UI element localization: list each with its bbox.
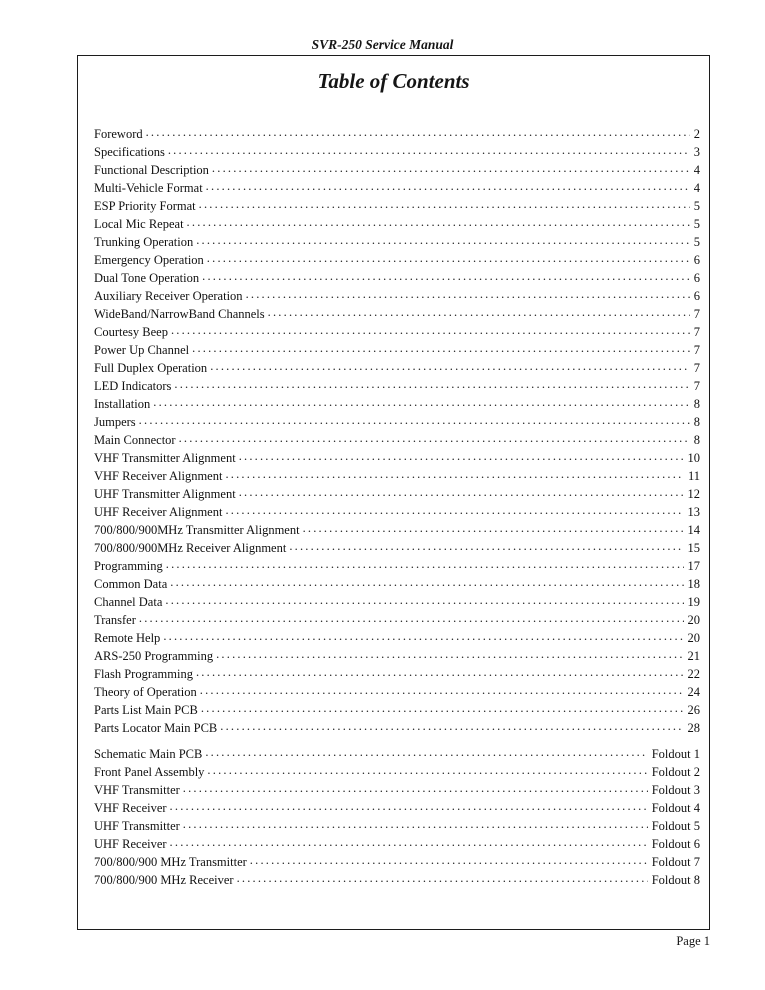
toc-entry-leader [170,803,648,817]
toc-entry-leader [183,785,648,799]
toc-entry-page: 7 [693,361,700,375]
toc-entry [94,745,700,763]
toc-entry-leader [239,453,684,467]
toc-entry-page: 10 [687,451,700,465]
toc-main-list [78,125,709,737]
toc-entry [94,557,700,575]
toc-entry-label: Channel Data [94,595,163,609]
toc-entry-label: Power Up Channel [94,343,190,357]
toc-entry-label: Parts Locator Main PCB [94,721,218,735]
toc-entry-page: 7 [693,307,700,321]
toc-entry [94,341,700,359]
toc-entry [94,835,700,853]
toc-entry-page: Foldout 1 [651,747,700,761]
page-title: Table of Contents [317,69,470,93]
toc-entry-leader [192,345,690,359]
toc-entry-label: 700/800/900 MHz Transmitter [94,855,247,869]
toc-entry-label: Auxiliary Receiver Operation [94,289,243,303]
toc-entry-page: 7 [693,343,700,357]
toc-entry-leader [170,579,683,593]
toc-entry-label: Programming [94,559,163,573]
toc-entry-leader [250,857,648,871]
toc-entry [94,269,700,287]
toc-entry [94,395,700,413]
toc-entry-leader [200,687,684,701]
toc-entry-label: Parts List Main PCB [94,703,198,717]
toc-entry [94,763,700,781]
toc-entry [94,377,700,395]
toc-entry [94,161,700,179]
toc-entry-label: UHF Transmitter Alignment [94,487,236,501]
toc-entry-label: VHF Receiver Alignment [94,469,223,483]
toc-entry-label: Trunking Operation [94,235,194,249]
toc-entry-page: 8 [693,397,700,411]
toc-entry-label: Front Panel Assembly [94,765,205,779]
content-border-box [77,55,710,930]
toc-entry-label: 700/800/900 MHz Receiver [94,873,234,887]
toc-entry-label: UHF Transmitter [94,819,180,833]
toc-entry [94,629,700,647]
toc-entry-label: Foreword [94,127,143,141]
toc-entry-leader [166,561,684,575]
toc-entry-leader [239,489,684,503]
toc-entry-label: Full Duplex Operation [94,361,208,375]
toc-entry [94,719,700,737]
toc-entry-leader [246,291,690,305]
toc-entry-label: Jumpers [94,415,136,429]
toc-entry [94,853,700,871]
toc-foldout-list [78,745,709,889]
toc-entry-page: 13 [687,505,700,519]
toc-entry-label: Schematic Main PCB [94,747,203,761]
toc-entry-leader [199,201,690,215]
toc-entry [94,593,700,611]
toc-entry [94,305,700,323]
toc-entry-label: 700/800/900MHz Receiver Alignment [94,541,287,555]
toc-entry-page: 7 [693,325,700,339]
toc-entry-page: 6 [693,253,700,267]
toc-entry-label: Installation [94,397,151,411]
toc-entry-leader [201,705,684,719]
toc-entry-label: VHF Transmitter Alignment [94,451,236,465]
toc-entry-label: Remote Help [94,631,161,645]
toc-entry [94,647,700,665]
toc-entry [94,665,700,683]
toc-entry-leader [139,615,684,629]
toc-entry [94,143,700,161]
toc-entry-leader [220,723,683,737]
toc-entry-leader [153,399,690,413]
toc-entry-page: 3 [693,145,700,159]
toc-entry-leader [207,767,647,781]
toc-entry-leader [174,381,689,395]
toc-entry-label: Common Data [94,577,168,591]
toc-entry-label: Courtesy Beep [94,325,168,339]
toc-entry-page: 20 [687,631,700,645]
toc-entry-label: Flash Programming [94,667,193,681]
toc-entry-label: Theory of Operation [94,685,197,699]
toc-entry-label: UHF Receiver Alignment [94,505,223,519]
toc-entry-label: Specifications [94,145,165,159]
toc-entry-leader [183,821,648,835]
toc-entry-page: 26 [687,703,700,717]
toc-entry-leader [237,875,648,889]
toc-entry-label: Emergency Operation [94,253,204,267]
toc-entry-leader [210,363,690,377]
toc-entry-leader [289,543,683,557]
toc-entry [94,287,700,305]
toc-entry-page: Foldout 5 [651,819,700,833]
toc-entry-leader [196,669,684,683]
toc-entry-page: Foldout 2 [651,765,700,779]
toc-entry-page: 5 [693,199,700,213]
toc-entry-leader [165,597,683,611]
toc-entry [94,233,700,251]
toc-entry-label: VHF Receiver [94,801,167,815]
toc-entry-page: 4 [693,181,700,195]
toc-entry [94,431,700,449]
toc-entry-page: 24 [687,685,700,699]
toc-entry [94,781,700,799]
toc-entry-leader [303,525,684,539]
toc-entry-page: 7 [693,379,700,393]
toc-entry-label: Dual Tone Operation [94,271,200,285]
toc-entry-leader [202,273,690,287]
toc-entry [94,125,700,143]
toc-entry-page: 2 [693,127,700,141]
toc-entry-leader [212,165,690,179]
toc-entry-label: VHF Transmitter [94,783,180,797]
toc-entry-leader [171,327,690,341]
toc-entry-page: 14 [687,523,700,537]
toc-entry-label: Main Connector [94,433,176,447]
toc-entry-page: 20 [687,613,700,627]
toc-entry-label: Local Mic Repeat [94,217,184,231]
toc-entry [94,701,700,719]
toc-entry [94,683,700,701]
toc-entry-page: 17 [687,559,700,573]
toc-entry-page: 18 [687,577,700,591]
toc-entry-leader [163,633,683,647]
toc-entry-page: Foldout 6 [651,837,700,851]
toc-entry [94,251,700,269]
toc-entry-leader [205,749,647,763]
toc-entry-page: 22 [687,667,700,681]
toc-entry [94,575,700,593]
toc-entry-page: Foldout 4 [651,801,700,815]
toc-entry-leader [206,183,690,197]
toc-entry-page: 5 [693,235,700,249]
toc-entry-label: Transfer [94,613,136,627]
toc-entry-page: 6 [693,271,700,285]
toc-entry [94,611,700,629]
toc-entry-leader [207,255,690,269]
document-header-title: SVR-250 Service Manual [311,37,454,52]
toc-entry-label: WideBand/NarrowBand Channels [94,307,265,321]
toc-entry [94,413,700,431]
toc-entry-page: Foldout 3 [651,783,700,797]
toc-entry-page: 15 [687,541,700,555]
toc-entry-label: Functional Description [94,163,209,177]
toc-entry [94,485,700,503]
toc-entry-leader [168,147,690,161]
toc-entry-leader [146,129,690,143]
toc-entry [94,449,700,467]
toc-entry-page: 21 [687,649,700,663]
toc-entry-page: 19 [687,595,700,609]
toc-entry-leader [187,219,690,233]
toc-entry-label: ESP Priority Format [94,199,196,213]
toc-entry-page: 11 [687,469,700,483]
toc-entry-page: 8 [693,433,700,447]
toc-entry-leader [225,507,683,521]
toc-entry-label: UHF Receiver [94,837,167,851]
toc-entry-page: 4 [693,163,700,177]
toc-entry-leader [268,309,690,323]
toc-entry-page: Foldout 7 [651,855,700,869]
toc-entry-leader [139,417,690,431]
toc-entry [94,359,700,377]
toc-entry [94,197,700,215]
toc-entry-leader [179,435,690,449]
toc-entry [94,215,700,233]
page-number: Page 1 [676,934,710,948]
toc-entry [94,799,700,817]
toc-entry-page: 6 [693,289,700,303]
toc-entry-label: Multi-Vehicle Format [94,181,203,195]
toc-entry-leader [170,839,648,853]
toc-entry-label: LED Indicators [94,379,172,393]
toc-entry-label: 700/800/900MHz Transmitter Alignment [94,523,300,537]
toc-entry-page: 12 [687,487,700,501]
toc-entry-page: Foldout 8 [651,873,700,887]
toc-entry-page: 5 [693,217,700,231]
toc-entry-leader [225,471,684,485]
toc-entry [94,539,700,557]
toc-entry [94,179,700,197]
toc-entry [94,521,700,539]
toc-entry-page: 28 [687,721,700,735]
toc-entry-page: 8 [693,415,700,429]
toc-entry-leader [196,237,690,251]
toc-entry [94,467,700,485]
toc-entry-leader [216,651,683,665]
toc-entry [94,323,700,341]
toc-entry [94,871,700,889]
toc-entry [94,503,700,521]
toc-entry-label: ARS-250 Programming [94,649,214,663]
toc-entry [94,817,700,835]
